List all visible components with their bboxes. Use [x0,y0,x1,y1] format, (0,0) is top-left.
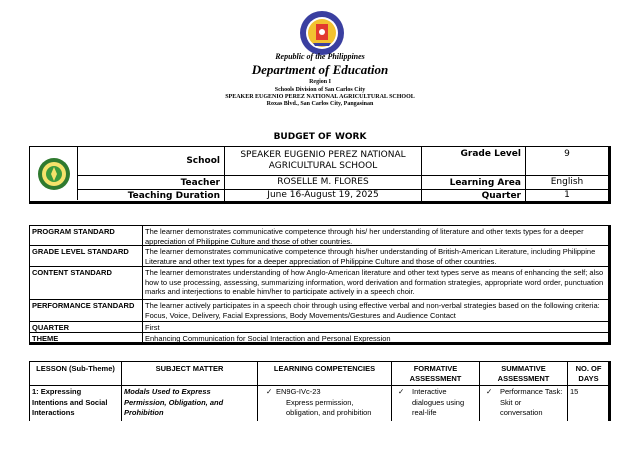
formative-cell [392,387,479,419]
standard-key: GRADE LEVEL STANDARD [30,246,143,266]
subject-header: SUBJECT MATTER [122,362,257,386]
school-value-line1: SPEAKER EUGENIO PEREZ NATIONAL [240,150,406,160]
competency-cell [258,387,391,419]
teacher-label: Teacher [78,176,225,190]
grade-level-value: 9 [526,147,608,176]
republic-heading: Republic of the Philippines [275,52,365,61]
standard-value: The learner actively participates in a speech choir through using effective verbal and non-verbal strategies based on the following criteria: Focus, Voice, Delivery, Facial Expressions, Body Movements/Gestures and Audience Contact [145,301,600,320]
days-cell: 15 [570,387,579,396]
formative-header: FORMATIVE ASSESSMENT [392,362,479,386]
school-value [225,147,422,176]
summative-cell [480,387,567,419]
grade-level-label: Grade Level [422,147,526,176]
standard-key: CONTENT STANDARD [30,267,143,299]
quarter-label: Quarter [422,190,526,201]
competencies-column [258,362,392,421]
teacher-value: ROSELLE M. FLORES [225,176,422,190]
days-column [568,362,609,421]
standard-value: The learner demonstrates communicative competence through his/ her understanding of literature and other texts types for a deeper appreciation of Philippine Culture and those of other countries. [145,227,584,246]
school-value-line2: AGRICULTURAL SCHOOL [268,161,378,171]
lesson-column [30,362,122,421]
teaching-duration-label: Teaching Duration [78,190,225,201]
region-line: Region I [309,79,331,85]
address-line: Roxas Blvd., San Carlos City, Pangasinan [266,101,374,107]
standards-table [29,225,611,345]
standard-row [30,246,608,267]
lesson-header: LESSON (Sub-Theme) [30,362,121,386]
school-logo-cell [30,147,78,200]
school-logo-icon [37,157,71,191]
lessons-table [29,361,611,421]
lesson-cell: 1: Expressing Intentions and Social Interactions [32,387,108,417]
standard-key: QUARTER [30,322,143,332]
division-line: Schools Division of San Carlos City [274,87,366,93]
days-header: NO. OF DAYS [568,362,609,386]
summative-column [480,362,568,421]
department-heading: Department of Education [251,62,389,77]
formative-column [392,362,480,421]
standard-row [30,322,608,333]
subject-column [122,362,258,421]
school-name-line: SPEAKER EUGENIO PEREZ NATIONAL AGRICULTURAL SCHOOL [225,94,415,100]
info-table [29,146,611,204]
standard-value: The learner demonstrates understanding of how Anglo-American literature and other text types serve as means of enhancing the self; also how to use processing, assessing, summarizing information, word derivation and formation strategies, appropriate word order, punctuation marks and interjections to enable him/her to participate actively in a speech choir. [145,268,604,296]
subject-cell: Modals Used to Express Permission, Obligation, and Prohibition [124,387,224,417]
deped-seal [299,10,345,56]
standard-row [30,226,608,246]
standard-row [30,333,608,343]
standard-row [30,300,608,322]
learning-area-label: Learning Area [422,176,526,190]
formative-text: Interactive dialogues using real-life [412,387,465,417]
learning-area-value: English [526,176,608,190]
summative-text: Performance Task: Skit or conversation [500,387,563,417]
page-title: BUDGET OF WORK [273,132,367,142]
check-icon: ✓ [398,387,405,396]
standard-key: THEME [30,333,143,343]
check-icon: ✓ [486,387,493,396]
standard-value: The learner demonstrates communicative competence through his/her understanding of British-American Literature, including Philippine Literature and other text types for a deeper appreciation of Philippine Culture and those of other countries. [145,247,596,266]
school-label: School [78,147,225,176]
standard-value: First [145,323,160,332]
competency-text: Express permission, obligation, and prohibition [286,397,372,417]
summative-header: SUMMATIVE ASSESSMENT [480,362,567,386]
standard-key: PROGRAM STANDARD [30,226,143,245]
teaching-duration-value: June 16-August 19, 2025 [225,190,422,201]
quarter-value: 1 [564,190,570,200]
check-icon: ✓ [266,387,273,396]
standard-key: PERFORMANCE STANDARD [30,300,143,321]
standard-value: Enhancing Communication for Social Interaction and Personal Expression [145,334,391,343]
competencies-header: LEARNING COMPETENCIES [258,362,391,386]
competency-code: EN9G-IVc-23 [276,387,321,396]
standard-row [30,267,608,300]
